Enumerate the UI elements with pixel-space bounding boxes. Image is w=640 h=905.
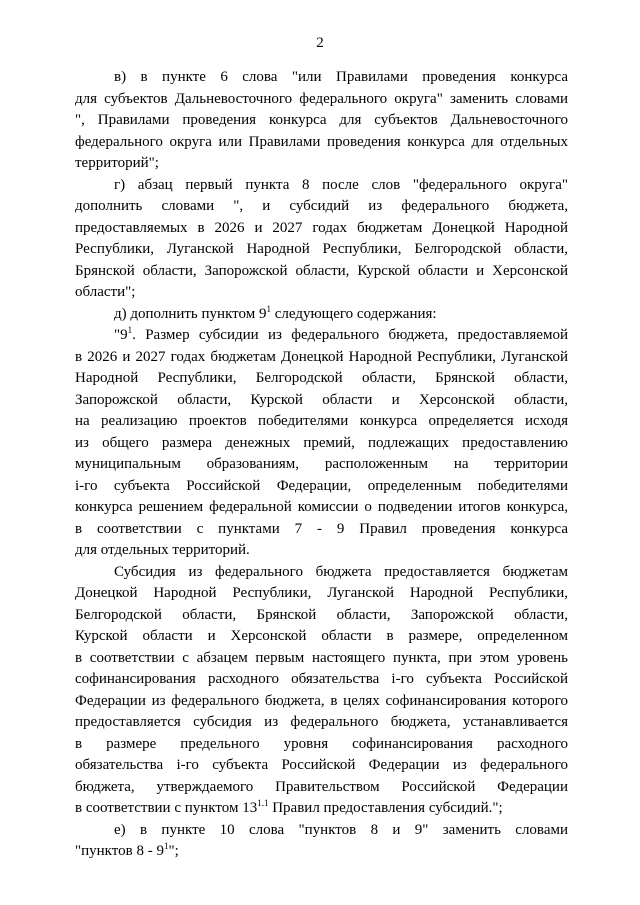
text-line: дополнить словами ", и субсидий из федерального бюджета, [75,198,568,214]
text-line: для отдельных территорий. [75,542,250,558]
text-line: Донецкой Народной Республики, Луганской Народной Республики, [75,585,568,601]
text-line: территорий"; [75,155,159,171]
text-line [75,798,568,820]
text-run: д) дополнить пунктом 9 [114,305,267,322]
text-line: области"; [75,284,136,300]
text-line: в 2026 и 2027 годах бюджетам Донецкой Народной Республики, Луганской [75,348,568,365]
text-line: Запорожской области, Курской области и Херсонской области, [75,391,568,408]
paragraph-d [75,304,568,326]
superscript: 1 [163,841,169,851]
text-line: Народной Республики, Белгородской области, Брянской области, [75,370,568,386]
text-run: "9 [114,327,128,343]
text-line: в размере предельного уровня софинансирования расходного [75,735,568,752]
text-line: Белгородской области, Брянской области, Запорожской области, [75,606,568,623]
text-line: Курской области и Херсонской области в размере, определенном [75,628,568,644]
page-number: 2 [316,35,324,51]
text-line: обязательства i-го субъекта Российской Федерации из федерального [75,757,568,773]
text-line: Субсидия из федерального бюджета предоставляется бюджетам [114,563,568,580]
text-run: следующего содержания: [270,305,437,322]
text-line: i-го субъекта Российской Федерации, определенным победителями [75,477,568,494]
text-line: конкурса решением федеральной комиссии о подведении итогов конкурса, [75,499,568,515]
text-line [75,841,568,863]
paragraph-q1 [75,325,568,562]
text-run: "; [168,843,179,859]
text-line [75,304,568,326]
paragraph-g [75,175,568,304]
text-line: в) в пункте 6 слова "или Правилами проведения конкурса [114,69,568,85]
paragraph-b [75,67,568,175]
text-line: из общего размера денежных премий, подлежащих предоставлению [75,434,568,451]
text-run: "пунктов 8 - 9 [75,843,164,859]
text-line: г) абзац первый пункта 8 после слов "федерального округа" [114,176,568,193]
superscript: 1.1 [257,798,269,808]
text-line: предоставляется субсидия из федерального бюджета, устанавливается [75,714,568,730]
text-line: Федерации из федерального бюджета, в целях софинансирования которого [75,692,568,709]
superscript: 1 [127,325,133,335]
text-line: софинансирования расходного обязательства i-го субъекта Российской [75,671,568,687]
text-line [75,325,568,347]
text-line: федерального округа или Правилами проведения конкурса для отдельных [75,133,568,150]
text-line: предоставляемых в 2026 и 2027 годах бюджетам Донецкой Народной [75,219,568,236]
text-run: в соответствии с пунктом 13 [75,800,258,816]
text-line: Республики, Луганской Народной Республики, Белгородской области, [75,241,568,257]
text-line: ", Правилами проведения конкурса для субъектов Дальневосточного [75,112,568,128]
text-run: Правил предоставления субсидий."; [268,800,503,816]
text-line: е) в пункте 10 слова "пунктов 8 и 9" заменить словами [114,821,568,838]
text-line: муниципальным образованиям, расположенным на территории [75,456,568,472]
document-body [75,67,568,863]
text-run: . Размер субсидии из федерального бюджета, предоставляемой [132,327,568,343]
text-line: на реализацию проектов победителями конкурса определяется исходя [75,413,568,429]
text-line: в соответствии с пунктами 7 - 9 Правил проведения конкурса [75,520,568,537]
text-line: в соответствии с абзацем первым настоящего пункта, при этом уровень [75,649,568,666]
text-line: для субъектов Дальневосточного федерального округа" заменить словами [75,90,568,107]
superscript: 1 [266,303,271,314]
text-line: Брянской области, Запорожской области, Курской области и Херсонской [75,262,568,279]
text-line: бюджета, утверждаемого Правительством Российской Федерации [75,778,568,795]
paragraph-q2 [75,562,568,820]
paragraph-e [75,820,568,863]
